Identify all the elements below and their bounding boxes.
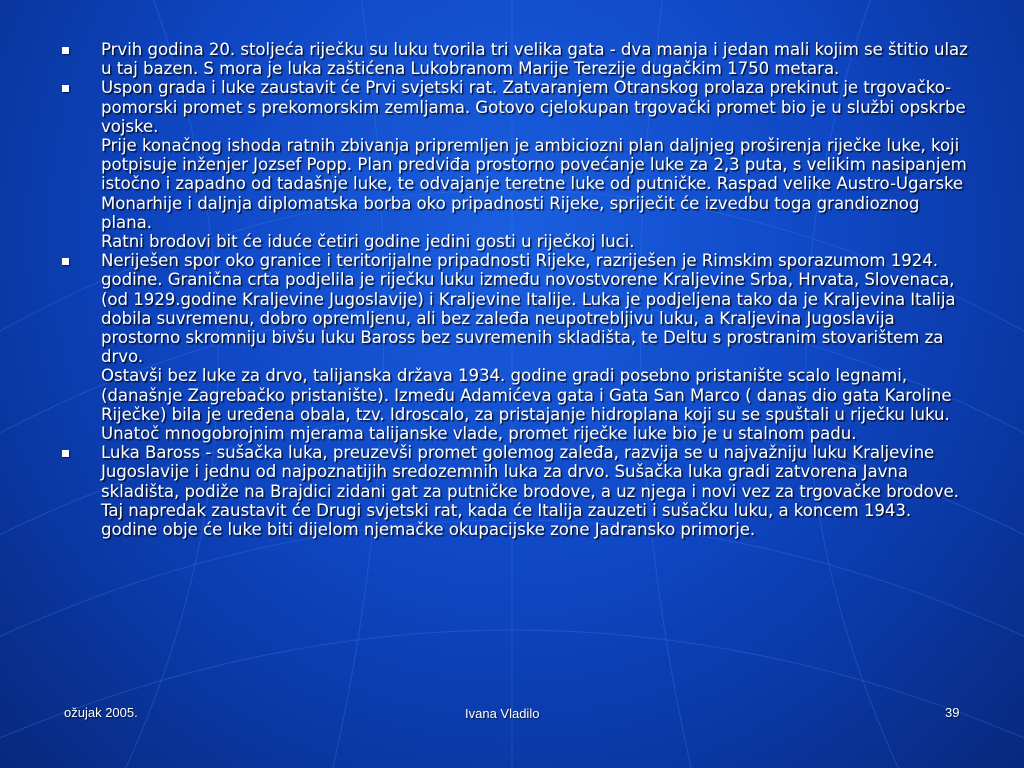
square-bullet-icon — [62, 258, 69, 265]
bullet-item-2 — [58, 78, 968, 251]
bullet-3-text-3: Unatoč mnogobrojnim mjerama talijanske vlade, promet riječke luke bio je u stalnom padu. — [101, 424, 857, 444]
bullet-3-text-1: Neriješen spor oko granice i teritorijalne pripadnosti Rijeke, razriješen je Rimskim sporazumom 1924. godine. Granična crta podjelila je riječku luku između novostvorene Kraljevine Srba, Hrvata, Slovenaca, (od 1929.godine Kraljevine Jugoslavije) i Kraljevine Italije. Luka je podjeljena tako da je Kraljevina Italija dobila suvremenu, dobro opremljenu, ali bez zaleđa neupotrebljivu luku, a Kraljevina Jugoslavija prostorno skromniju bivšu luku Baross bez suvremenih skladišta, te Deltu s prostranim stovarištem za drvo. — [101, 251, 956, 367]
slide-content — [58, 40, 968, 539]
footer-page-number: 39 — [945, 705, 960, 720]
bullet-4-text: Luka Baross - sušačka luka, preuzevši promet golemog zaleđa, razvija se u najvažniju luku Kraljevine Jugoslavije i jednu od najpoznatijih sredozemnih luka za drvo. Sušačka luka gradi zatvorena Javna skladišta, podiže na Brajdici zidani gat za putničke brodove, a uz njega i novi vez za trgovačke brodove. Taj napredak zaustavit će Drugi svjetski rat, kada će Italija zauzeti i sušačku luku, a koncem 1943. godine obje će luke biti dijelom njemačke okupacijske zone Jadransko primorje. — [101, 443, 959, 540]
bullet-item-4 — [58, 443, 968, 539]
footer-date: ožujak 2005. — [64, 705, 138, 720]
bullet-3-text-2: Ostavši bez luke za drvo, talijanska država 1934. godine gradi posebno pristanište scalo legnami,(današnje Zagrebačko pristanište). Između Adamićeva gata i Gata San Marco ( danas dio gata Karoline Riječke) bila je uređena obala, tzv. Idroscalo, za pristajanje hidroplana koji su se spuštali u riječku luku. — [101, 366, 952, 424]
bullet-2-text-3: Ratni brodovi bit će iduće četiri godine jedini gosti u riječkoj luci. — [101, 232, 635, 252]
bullet-item-1 — [58, 40, 968, 78]
bullet-2-text-1: Uspon grada i luke zaustavit će Prvi svjetski rat. Zatvaranjem Otranskog prolaza prekinut je trgovačko-pomorski promet s prekomorskim zemljama. Gotovo cjelokupan trgovački promet bio je u službi opskrbe vojske. — [101, 78, 966, 136]
bullet-1-text: Prvih godina 20. stoljeća riječku su luku tvorila tri velika gata - dva manja i jedan mali kojim se štitio ulaz u taj bazen. S mora je luka zaštićena Lukobranom Marije Terezije dugačkim 1750 metara. — [101, 40, 968, 79]
square-bullet-icon — [62, 450, 69, 457]
square-bullet-icon — [62, 85, 69, 92]
bullet-item-3 — [58, 251, 968, 443]
footer-author: Ivana Vladilo — [465, 706, 540, 721]
bullet-2-text-2: Prije konačnog ishoda ratnih zbivanja pripremljen je ambiciozni plan daljnjeg proširenja riječke luke, koji potpisuje inženjer Jozsef Popp. Plan predviđa prostorno povećanje luke za 2,3 puta, s velikim nasipanjem istočno i zapadno od tadašnje luke, te odvajanje teretne luke od putničke. Raspad velike Austro-Ugarske Monarhije i daljnja diplomatska borba oko pripadnosti Rijeke, spriječit će izvedbu toga grandioznog plana. — [101, 136, 967, 232]
square-bullet-icon — [62, 47, 69, 54]
